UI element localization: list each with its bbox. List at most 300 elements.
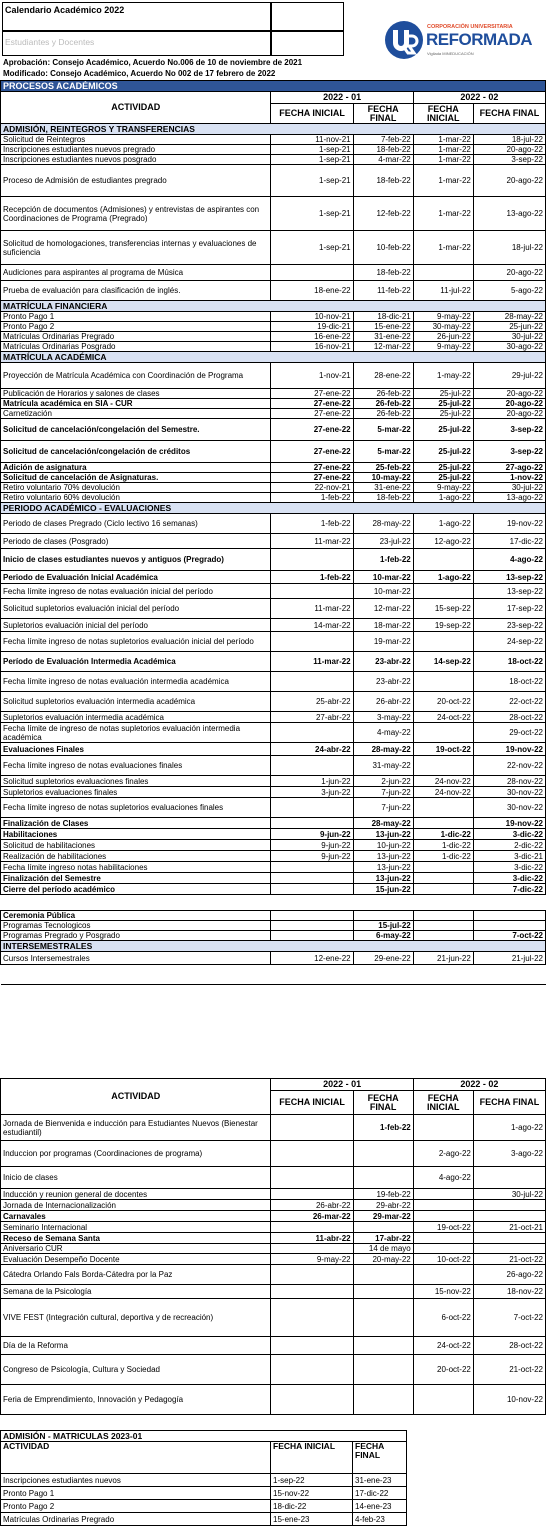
end-date-cell: 30-nov-22 <box>473 798 545 818</box>
start-date-cell: 27-ene-22 <box>271 473 353 483</box>
start-date-cell: 25-jul-22 <box>413 441 473 463</box>
table-row <box>1 931 546 941</box>
section-row <box>1 503 546 514</box>
end-date-cell: 3-may-22 <box>353 712 413 723</box>
activity-cell: Proyección de Matrícula Académica con Coordinación de Programa <box>1 363 271 389</box>
start-date-cell <box>271 1189 353 1200</box>
page-subtitle: Estudiantes y Docentes <box>5 37 95 47</box>
end-date-cell: 23-abr-22 <box>353 652 413 672</box>
end-date-cell <box>473 1167 545 1189</box>
end-date-cell: 31-ene-22 <box>353 483 413 493</box>
start-date-cell: 9-may-22 <box>413 312 473 322</box>
end-date-cell: 18-dic-21 <box>353 312 413 322</box>
activity-cell: Jornada de Internacionalización <box>1 1200 271 1211</box>
logo-name-text: REFORMADA <box>426 30 532 49</box>
start-date-cell <box>271 798 353 818</box>
activity-cell: Inscripciones estudiantes nuevos posgrado <box>1 155 271 165</box>
table-row <box>1 342 546 352</box>
end-date-header: FECHA FINAL <box>473 104 545 124</box>
table-row <box>1 652 546 672</box>
start-date-cell: 1-sep-21 <box>271 197 353 231</box>
start-date-cell: 25-jul-22 <box>413 463 473 473</box>
end-date-cell: 7-feb-22 <box>353 135 413 145</box>
end-date-cell: 18-jul-22 <box>473 135 545 145</box>
start-date-cell: 11-mar-22 <box>271 599 353 619</box>
activity-cell: VIVE FEST (Integración cultural, deportiva y de recreación) <box>1 1299 271 1337</box>
start-date-cell: 27-ene-22 <box>271 409 353 419</box>
table-row <box>1 1337 546 1355</box>
activity-cell: Periodo de clases (Posgrado) <box>1 534 271 549</box>
end-date-cell: 28-ene-22 <box>353 363 413 389</box>
start-date-cell: 1-mar-22 <box>413 135 473 145</box>
end-date-cell: 18-feb-22 <box>353 145 413 155</box>
end-date-cell: 15-ene-22 <box>353 322 413 332</box>
end-date-cell: 6-may-22 <box>353 931 413 941</box>
spacer-row <box>1 965 546 985</box>
start-date-cell: 1-dic-22 <box>413 840 473 851</box>
start-date-cell: 21-jun-22 <box>413 952 473 965</box>
start-date-cell: 27-ene-22 <box>271 419 353 441</box>
activity-cell: Jornada de Bienvenida e inducción para Estudiantes Nuevos (Bienestar estudiantil) <box>1 1115 271 1141</box>
start-date-cell <box>413 584 473 599</box>
start-date-cell <box>413 672 473 692</box>
start-date-cell <box>271 1167 353 1189</box>
end-date-cell: 23-jul-22 <box>353 534 413 549</box>
table-row <box>1 463 546 473</box>
end-date-cell: 3-dic-22 <box>473 862 545 873</box>
section-label: MATRÍCULA FINANCIERA <box>1 301 546 312</box>
end-date-cell: 31-ene-23 <box>353 1474 407 1487</box>
start-date-cell: 9-may-22 <box>413 483 473 493</box>
start-date-cell: 1-ago-22 <box>413 514 473 534</box>
end-date-header: FECHA FINAL <box>353 1091 413 1115</box>
header-row <box>1 1079 546 1091</box>
end-date-cell: 21-jul-22 <box>473 952 545 965</box>
activity-cell: Fecha límite de ingreso de notas supletorios evaluación intermedia académica <box>1 723 271 743</box>
start-date-cell: 15-nov-22 <box>271 1487 353 1500</box>
start-date-cell: 10-nov-21 <box>271 312 353 322</box>
end-date-cell: 18-feb-22 <box>353 493 413 503</box>
header-side-box <box>270 2 344 32</box>
end-date-cell: 1-ago-22 <box>473 1115 545 1141</box>
end-date-cell: 20-ago-22 <box>473 165 545 197</box>
start-date-cell: 4-ago-22 <box>413 1167 473 1189</box>
end-date-cell: 27-ago-22 <box>473 463 545 473</box>
activity-cell: Recepción de documentos (Admisiones) y entrevistas de aspirantes con Coordinaciones de Programa (Pregrado) <box>1 197 271 231</box>
end-date-cell: 4-may-22 <box>353 723 413 743</box>
table-row <box>1 281 546 301</box>
start-date-cell: 26-mar-22 <box>271 1211 353 1222</box>
activity-cell: Programas Pregrado y Posgrado <box>1 931 271 941</box>
end-date-cell: 10-mar-22 <box>353 584 413 599</box>
section-row <box>1 301 546 312</box>
activity-cell: Solicitud de homologaciones, transferencias internas y evaluaciones de suficiencia <box>1 231 271 265</box>
table-row <box>1 534 546 549</box>
table-row <box>1 1385 546 1415</box>
table-row <box>1 776 546 787</box>
table-row <box>1 1500 407 1513</box>
end-date-cell: 13-jun-22 <box>353 873 413 884</box>
end-date-cell: 3-sep-22 <box>473 441 545 463</box>
banner-row <box>1 81 546 92</box>
start-date-header: FECHA INICIAL <box>413 1091 473 1115</box>
end-date-cell: 28-oct-22 <box>473 1337 545 1355</box>
table-row <box>1 921 546 931</box>
end-date-cell <box>473 1211 545 1222</box>
activity-cell: Pronto Pago 2 <box>1 322 271 332</box>
table-row <box>1 873 546 884</box>
activity-cell: Habilitaciones <box>1 829 271 840</box>
start-date-cell: 27-ene-22 <box>271 463 353 473</box>
end-date-cell: 22-oct-22 <box>473 692 545 712</box>
start-date-cell <box>413 818 473 829</box>
end-date-header: FECHA FINAL <box>473 1091 545 1115</box>
start-date-cell <box>413 1244 473 1254</box>
start-date-cell <box>271 756 353 776</box>
activity-cell: Cátedra Orlando Fals Borda-Cátedra por la Paz <box>1 1265 271 1285</box>
activity-cell: Proceso de Admisión de estudiantes pregrado <box>1 165 271 197</box>
activity-cell: Día de la Reforma <box>1 1337 271 1355</box>
period-2-header: 2022 - 02 <box>413 92 545 104</box>
processes-grid <box>0 80 546 985</box>
start-date-cell: 1-mar-22 <box>413 155 473 165</box>
end-date-cell: 7-jun-22 <box>353 798 413 818</box>
end-date-cell: 28-may-22 <box>353 743 413 756</box>
start-date-cell <box>413 1265 473 1285</box>
start-date-cell: 9-jun-22 <box>271 829 353 840</box>
start-date-cell: 25-jul-22 <box>413 473 473 483</box>
start-date-cell: 26-abr-22 <box>271 1200 353 1211</box>
end-date-cell <box>353 1265 413 1285</box>
start-date-cell: 24-oct-22 <box>413 1337 473 1355</box>
end-date-cell: 3-dic-22 <box>473 873 545 884</box>
start-date-cell <box>413 862 473 873</box>
end-date-cell: 28-oct-22 <box>473 712 545 723</box>
start-date-cell: 11-nov-21 <box>271 135 353 145</box>
start-date-cell <box>271 921 353 931</box>
table-row <box>1 332 546 342</box>
start-date-cell <box>271 884 353 895</box>
start-date-cell: 1-sep-21 <box>271 165 353 197</box>
start-date-cell: 25-abr-22 <box>271 692 353 712</box>
start-date-cell: 15-ene-23 <box>271 1513 353 1526</box>
spacer-cell <box>1 895 546 911</box>
start-date-cell: 27-ene-22 <box>271 441 353 463</box>
start-date-cell: 1-dic-22 <box>413 829 473 840</box>
end-date-cell: 18-oct-22 <box>473 652 545 672</box>
end-date-header: FECHA FINAL <box>353 1442 407 1474</box>
table-row <box>1 743 546 756</box>
admissions-2023-table <box>0 1430 407 1526</box>
end-date-cell: 3-dic-22 <box>473 829 545 840</box>
activity-cell: Supletorios evaluaciones finales <box>1 787 271 798</box>
start-date-cell: 19-oct-22 <box>413 743 473 756</box>
table-row <box>1 599 546 619</box>
end-date-cell: 19-nov-22 <box>473 514 545 534</box>
start-date-cell <box>413 1233 473 1244</box>
section-label: ADMISIÓN - MATRICULAS 2023-01 <box>1 1431 407 1442</box>
start-date-cell <box>271 549 353 571</box>
table-row <box>1 1474 407 1487</box>
table-row <box>1 1200 546 1211</box>
end-date-cell <box>473 1233 545 1244</box>
table-row <box>1 1254 546 1265</box>
table-row <box>1 862 546 873</box>
table-row <box>1 1115 546 1141</box>
activity-cell: Fecha límite ingreso de notas supletorios evaluación inicial del período <box>1 632 271 652</box>
start-date-cell: 1-nov-21 <box>271 363 353 389</box>
end-date-cell: 28-nov-22 <box>473 776 545 787</box>
end-date-cell: 28-may-22 <box>473 312 545 322</box>
period-2-header: 2022 - 02 <box>413 1079 545 1091</box>
start-date-cell <box>271 911 353 921</box>
activity-cell: Seminario Internacional <box>1 1222 271 1233</box>
start-date-cell: 26-jun-22 <box>413 332 473 342</box>
activity-cell: Solicitud de cancelación/congelación de créditos <box>1 441 271 463</box>
end-date-cell: 15-jun-22 <box>353 884 413 895</box>
activity-cell: Realización de habilitaciones <box>1 851 271 862</box>
end-date-cell: 20-may-22 <box>353 1254 413 1265</box>
end-date-cell: 24-sep-22 <box>473 632 545 652</box>
end-date-cell: 4-ago-22 <box>473 549 545 571</box>
start-date-cell <box>271 931 353 941</box>
table-row <box>1 493 546 503</box>
end-date-cell: 11-feb-22 <box>353 281 413 301</box>
admissions-grid <box>0 1430 407 1526</box>
end-date-cell: 2-jun-22 <box>353 776 413 787</box>
banner-label: PROCESOS ACADÉMICOS <box>1 81 546 92</box>
activity-cell: Carnavales <box>1 1211 271 1222</box>
start-date-cell <box>271 1222 353 1233</box>
activity-cell: Audiciones para aspirantes al programa de Música <box>1 265 271 281</box>
start-date-cell: 24-nov-22 <box>413 776 473 787</box>
start-date-cell: 24-nov-22 <box>413 787 473 798</box>
end-date-cell: 18-mar-22 <box>353 619 413 632</box>
end-date-cell: 1-feb-22 <box>353 1115 413 1141</box>
end-date-cell: 7-oct-22 <box>473 931 545 941</box>
activity-cell: Receso de Semana Santa <box>1 1233 271 1244</box>
start-date-cell: 25-jul-22 <box>413 419 473 441</box>
start-date-cell: 25-jul-22 <box>413 409 473 419</box>
end-date-cell: 21-oct-21 <box>473 1222 545 1233</box>
activity-cell: Cierre del período académico <box>1 884 271 895</box>
end-date-cell: 10-jun-22 <box>353 840 413 851</box>
table-row <box>1 473 546 483</box>
table-row <box>1 911 546 921</box>
end-date-cell <box>353 1299 413 1337</box>
activity-cell: Cursos Intersemestrales <box>1 952 271 965</box>
end-date-cell: 23-abr-22 <box>353 672 413 692</box>
activity-cell: Supletorios evaluación intermedia académica <box>1 712 271 723</box>
end-date-cell: 7-jun-22 <box>353 787 413 798</box>
start-date-cell: 27-abr-22 <box>271 712 353 723</box>
start-date-cell: 25-jul-22 <box>413 399 473 409</box>
start-date-header: FECHA INICIAL <box>271 1442 353 1474</box>
end-date-cell: 29-mar-22 <box>353 1211 413 1222</box>
activity-cell: Retiro voluntario 70% devolución <box>1 483 271 493</box>
start-date-cell <box>271 723 353 743</box>
table-row <box>1 155 546 165</box>
end-date-cell: 13-sep-22 <box>473 584 545 599</box>
end-date-cell: 13-ago-22 <box>473 197 545 231</box>
start-date-cell <box>271 1355 353 1385</box>
events-grid <box>0 1078 546 1415</box>
section-row <box>1 124 546 135</box>
end-date-cell <box>473 911 545 921</box>
end-date-cell <box>353 1385 413 1415</box>
start-date-cell: 9-may-22 <box>413 342 473 352</box>
start-date-cell: 6-oct-22 <box>413 1299 473 1337</box>
modified-note: Modificado: Consejo Académico, Acuerdo No 002 de 17 febrero de 2022 <box>3 69 276 78</box>
start-date-cell: 1-mar-22 <box>413 145 473 155</box>
table-row <box>1 399 546 409</box>
end-date-cell: 26-ago-22 <box>473 1265 545 1285</box>
end-date-cell: 15-jul-22 <box>353 921 413 931</box>
table-row <box>1 584 546 599</box>
start-date-cell: 1-sep-22 <box>271 1474 353 1487</box>
table-row <box>1 619 546 632</box>
start-date-cell: 1-sep-21 <box>271 145 353 155</box>
end-date-cell: 5-mar-22 <box>353 419 413 441</box>
start-date-cell: 20-oct-22 <box>413 692 473 712</box>
start-date-cell: 11-mar-22 <box>271 652 353 672</box>
end-date-cell: 31-may-22 <box>353 756 413 776</box>
start-date-cell: 11-mar-22 <box>271 534 353 549</box>
end-date-cell <box>473 921 545 931</box>
activity-cell: Matrículas Ordinarias Pregrado <box>1 1513 271 1526</box>
end-date-cell: 3-sep-22 <box>473 419 545 441</box>
start-date-cell: 20-oct-22 <box>413 1355 473 1385</box>
start-date-cell: 16-ene-22 <box>271 332 353 342</box>
end-date-cell: 29-abr-22 <box>353 1200 413 1211</box>
start-date-cell: 1-feb-22 <box>271 493 353 503</box>
start-date-cell <box>271 632 353 652</box>
start-date-cell: 18-dic-22 <box>271 1500 353 1513</box>
start-date-cell: 2-ago-22 <box>413 1141 473 1167</box>
end-date-cell: 30-jul-22 <box>473 483 545 493</box>
end-date-cell: 17-dic-22 <box>353 1487 407 1500</box>
end-date-cell <box>353 1355 413 1385</box>
end-date-cell: 25-jun-22 <box>473 322 545 332</box>
start-date-cell: 1-mar-22 <box>413 231 473 265</box>
start-date-cell <box>413 1385 473 1415</box>
end-date-cell: 19-feb-22 <box>353 1189 413 1200</box>
activity-cell: Solicitud supletorios evaluaciones finales <box>1 776 271 787</box>
table-row <box>1 514 546 534</box>
start-date-cell <box>413 265 473 281</box>
start-date-cell <box>413 921 473 931</box>
start-date-cell: 3-jun-22 <box>271 787 353 798</box>
activity-cell: Programas Tecnologicos <box>1 921 271 931</box>
activity-cell: Supletorios evaluación inicial del período <box>1 619 271 632</box>
table-row <box>1 692 546 712</box>
end-date-cell: 14-ene-23 <box>353 1500 407 1513</box>
activity-cell: Aniversario CUR <box>1 1244 271 1254</box>
table-row <box>1 1285 546 1299</box>
end-date-cell: 29-jul-22 <box>473 363 545 389</box>
start-date-cell <box>271 862 353 873</box>
end-date-cell: 18-feb-22 <box>353 265 413 281</box>
end-date-cell: 2-dic-22 <box>473 840 545 851</box>
start-date-cell: 15-sep-22 <box>413 599 473 619</box>
section-label: PERIODO ACADÉMICO - EVALUACIONES <box>1 503 546 514</box>
start-date-cell <box>271 1299 353 1337</box>
activity-header: ACTIVIDAD <box>1 1079 271 1115</box>
activity-cell: Inicio de clases estudiantes nuevos y antiguos (Pregrado) <box>1 549 271 571</box>
activity-cell: Prueba de evaluación para clasificación de inglés. <box>1 281 271 301</box>
section-row <box>1 352 546 363</box>
events-table <box>0 1078 546 1415</box>
start-date-cell: 1-mar-22 <box>413 197 473 231</box>
end-date-cell: 7-dic-22 <box>473 884 545 895</box>
activity-cell: Semana de la Psicología <box>1 1285 271 1299</box>
start-date-cell: 19-dic-21 <box>271 322 353 332</box>
end-date-cell: 29-ene-22 <box>353 952 413 965</box>
table-row <box>1 1167 546 1189</box>
activity-cell: Evaluación Desempeño Docente <box>1 1254 271 1265</box>
start-date-cell: 1-mar-22 <box>413 165 473 197</box>
end-date-cell: 30-nov-22 <box>473 787 545 798</box>
table-row <box>1 1487 407 1500</box>
start-date-cell <box>413 632 473 652</box>
start-date-header: FECHA INICIAL <box>413 104 473 124</box>
start-date-cell: 11-abr-22 <box>271 1233 353 1244</box>
activity-cell: Período de Evaluación Intermedia Académica <box>1 652 271 672</box>
table-row <box>1 549 546 571</box>
end-date-cell: 13-jun-22 <box>353 851 413 862</box>
start-date-cell: 14-mar-22 <box>271 619 353 632</box>
activity-cell: Solicitud de cancelación/congelación del Semestre. <box>1 419 271 441</box>
spacer-row <box>1 895 546 911</box>
activity-cell: Retiro voluntario 60% devolución <box>1 493 271 503</box>
table-row <box>1 818 546 829</box>
end-date-cell: 18-jul-22 <box>473 231 545 265</box>
end-date-cell: 5-mar-22 <box>353 441 413 463</box>
activity-cell: Inducción y reunion general de docentes <box>1 1189 271 1200</box>
end-date-cell: 22-nov-22 <box>473 756 545 776</box>
start-date-cell: 19-oct-22 <box>413 1222 473 1233</box>
start-date-cell <box>413 1200 473 1211</box>
end-date-cell <box>473 1200 545 1211</box>
table-row <box>1 884 546 895</box>
table-row <box>1 419 546 441</box>
end-date-cell: 12-mar-22 <box>353 342 413 352</box>
end-date-cell: 7-oct-22 <box>473 1299 545 1337</box>
table-row <box>1 787 546 798</box>
activity-cell: Matrículas Ordinarias Pregrado <box>1 332 271 342</box>
end-date-cell: 20-ago-22 <box>473 265 545 281</box>
end-date-cell: 20-ago-22 <box>473 409 545 419</box>
end-date-cell: 4-mar-22 <box>353 155 413 165</box>
start-date-cell: 1-jun-22 <box>271 776 353 787</box>
end-date-cell: 10-mar-22 <box>353 571 413 584</box>
table-row <box>1 672 546 692</box>
table-row <box>1 483 546 493</box>
start-date-cell: 19-sep-22 <box>413 619 473 632</box>
section-row <box>1 1431 407 1442</box>
university-logo <box>384 18 534 64</box>
end-date-cell: 20-ago-22 <box>473 389 545 399</box>
table-row <box>1 165 546 197</box>
end-date-cell: 13-jun-22 <box>353 829 413 840</box>
end-date-cell: 4-feb-23 <box>353 1513 407 1526</box>
table-row <box>1 1233 546 1244</box>
end-date-cell: 5-ago-22 <box>473 281 545 301</box>
end-date-cell: 19-nov-22 <box>473 743 545 756</box>
section-label: ADMISIÓN, REINTEGROS Y TRANSFERENCIAS <box>1 124 546 135</box>
start-date-cell <box>271 1265 353 1285</box>
start-date-cell: 1-sep-21 <box>271 231 353 265</box>
